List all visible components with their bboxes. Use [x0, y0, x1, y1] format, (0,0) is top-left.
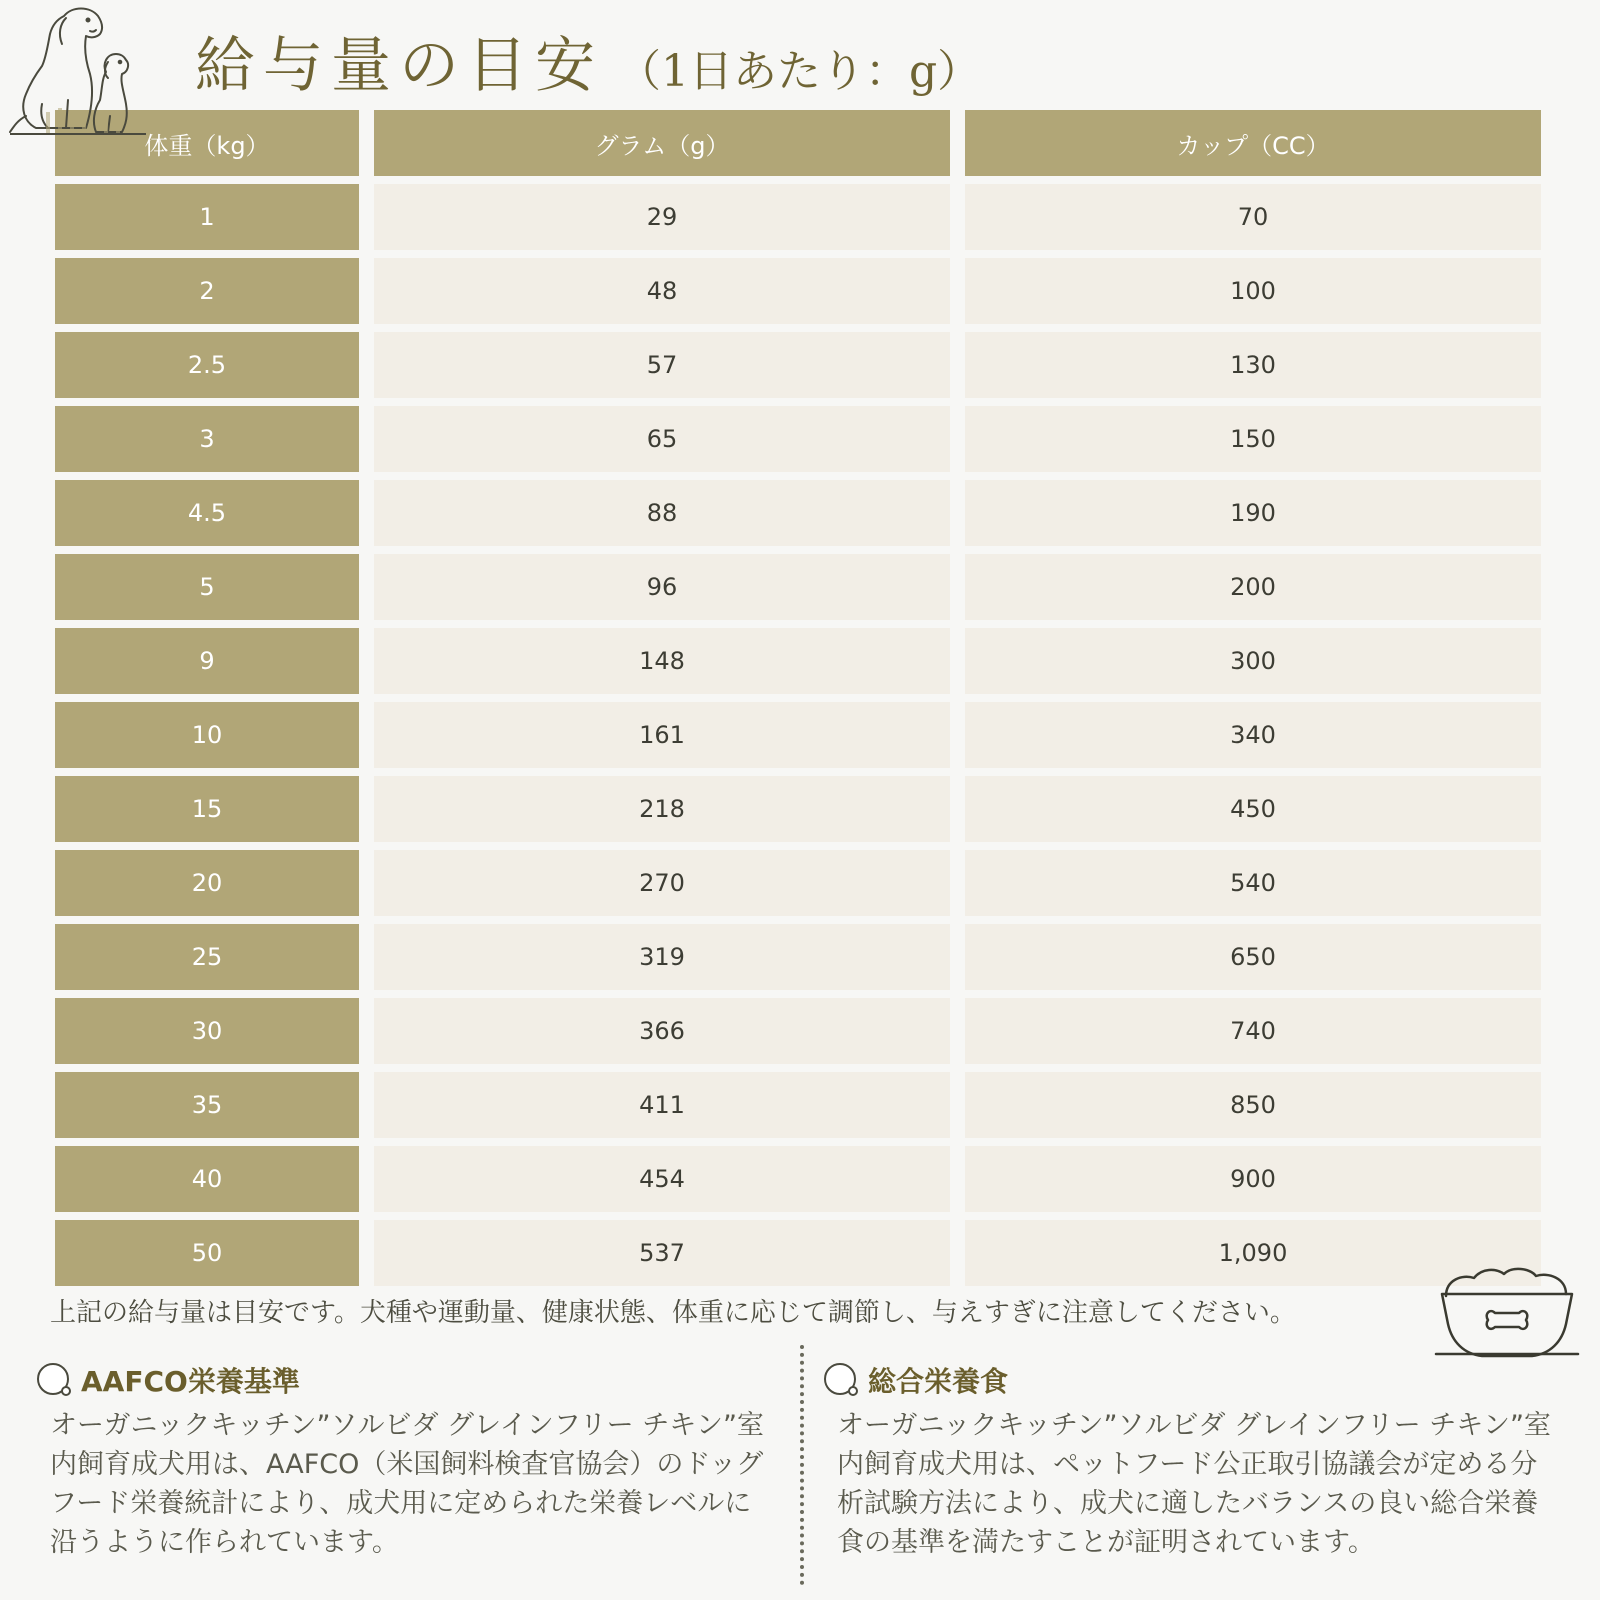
weight-cell: 10	[55, 702, 359, 768]
grams-cell: 96	[374, 554, 950, 620]
grams-cell: 161	[374, 702, 950, 768]
grams-cell: 411	[374, 1072, 950, 1138]
header-cups: カップ（CC）	[965, 110, 1541, 176]
aafco-title: AAFCO栄養基準	[81, 1365, 300, 1398]
grams-cell: 57	[374, 332, 950, 398]
weight-cell: 25	[55, 924, 359, 990]
cups-cell: 1,090	[965, 1220, 1541, 1286]
header-grams: グラム（g）	[374, 110, 950, 176]
weight-cell: 30	[55, 998, 359, 1064]
weight-cell: 3	[55, 406, 359, 472]
dogs-icon	[6, 4, 156, 144]
weight-cell: 1	[55, 184, 359, 250]
grams-cell: 88	[374, 480, 950, 546]
grams-cell: 218	[374, 776, 950, 842]
cups-cell: 540	[965, 850, 1541, 916]
weight-cell: 15	[55, 776, 359, 842]
cups-cell: 340	[965, 702, 1541, 768]
weight-cell: 35	[55, 1072, 359, 1138]
grams-cell: 65	[374, 406, 950, 472]
cups-cell: 70	[965, 184, 1541, 250]
weight-cell: 40	[55, 1146, 359, 1212]
cups-cell: 650	[965, 924, 1541, 990]
complete-nutrition-panel	[822, 1360, 1551, 1562]
weight-cell: 2.5	[55, 332, 359, 398]
complete-nutrition-title: 総合栄養食	[868, 1365, 1009, 1398]
grams-cell: 270	[374, 850, 950, 916]
aafco-panel-header	[35, 1360, 755, 1400]
weight-cell: 4.5	[55, 480, 359, 546]
cups-cell: 850	[965, 1072, 1541, 1138]
aafco-panel	[35, 1360, 764, 1562]
aafco-body: オーガニックキッチン”ソルビダ グレインフリー チキン”室内飼育成犬用は、AAFCO（米国飼料検査官協会）のドッグフード栄養統計により、成犬用に定められた栄養レベルに沿うように作られています。	[50, 1410, 764, 1558]
dotted-divider	[800, 1345, 804, 1585]
grams-cell: 148	[374, 628, 950, 694]
cups-cell: 100	[965, 258, 1541, 324]
page-title	[195, 18, 982, 101]
dog-food-bowl-icon	[1432, 1262, 1582, 1362]
cups-cell: 900	[965, 1146, 1541, 1212]
cups-cell: 190	[965, 480, 1541, 546]
grams-cell: 319	[374, 924, 950, 990]
weight-cell: 50	[55, 1220, 359, 1286]
cups-cell: 450	[965, 776, 1541, 842]
speech-bubble-icon	[822, 1361, 860, 1399]
speech-bubble-icon	[35, 1361, 73, 1399]
grams-cell: 454	[374, 1146, 950, 1212]
complete-nutrition-body: オーガニックキッチン”ソルビダ グレインフリー チキン”室内飼育成犬用は、ペットフード公正取引協議会が定める分析試験方法により、成犬に適したバランスの良い総合栄養食の基準を満たすことが証明されています。	[837, 1410, 1551, 1558]
feeding-note: 上記の給与量は目安です。犬種や運動量、健康状態、体重に応じて調節し、与えすぎに注意してください。	[50, 1298, 1296, 1328]
weight-cell: 20	[55, 850, 359, 916]
title-main: 給与量の目安	[195, 31, 603, 101]
cups-cell: 150	[965, 406, 1541, 472]
grams-cell: 48	[374, 258, 950, 324]
feeding-table	[55, 110, 1541, 1286]
grams-cell: 29	[374, 184, 950, 250]
title-sub: （1日あたり：g）	[617, 46, 982, 97]
cups-cell: 200	[965, 554, 1541, 620]
grams-cell: 366	[374, 998, 950, 1064]
header-weight: 体重（kg）	[55, 110, 359, 176]
weight-cell: 9	[55, 628, 359, 694]
weight-cell: 2	[55, 258, 359, 324]
cups-cell: 300	[965, 628, 1541, 694]
cups-cell: 740	[965, 998, 1541, 1064]
weight-cell: 5	[55, 554, 359, 620]
complete-nutrition-panel-header	[822, 1360, 1542, 1400]
cups-cell: 130	[965, 332, 1541, 398]
grams-cell: 537	[374, 1220, 950, 1286]
